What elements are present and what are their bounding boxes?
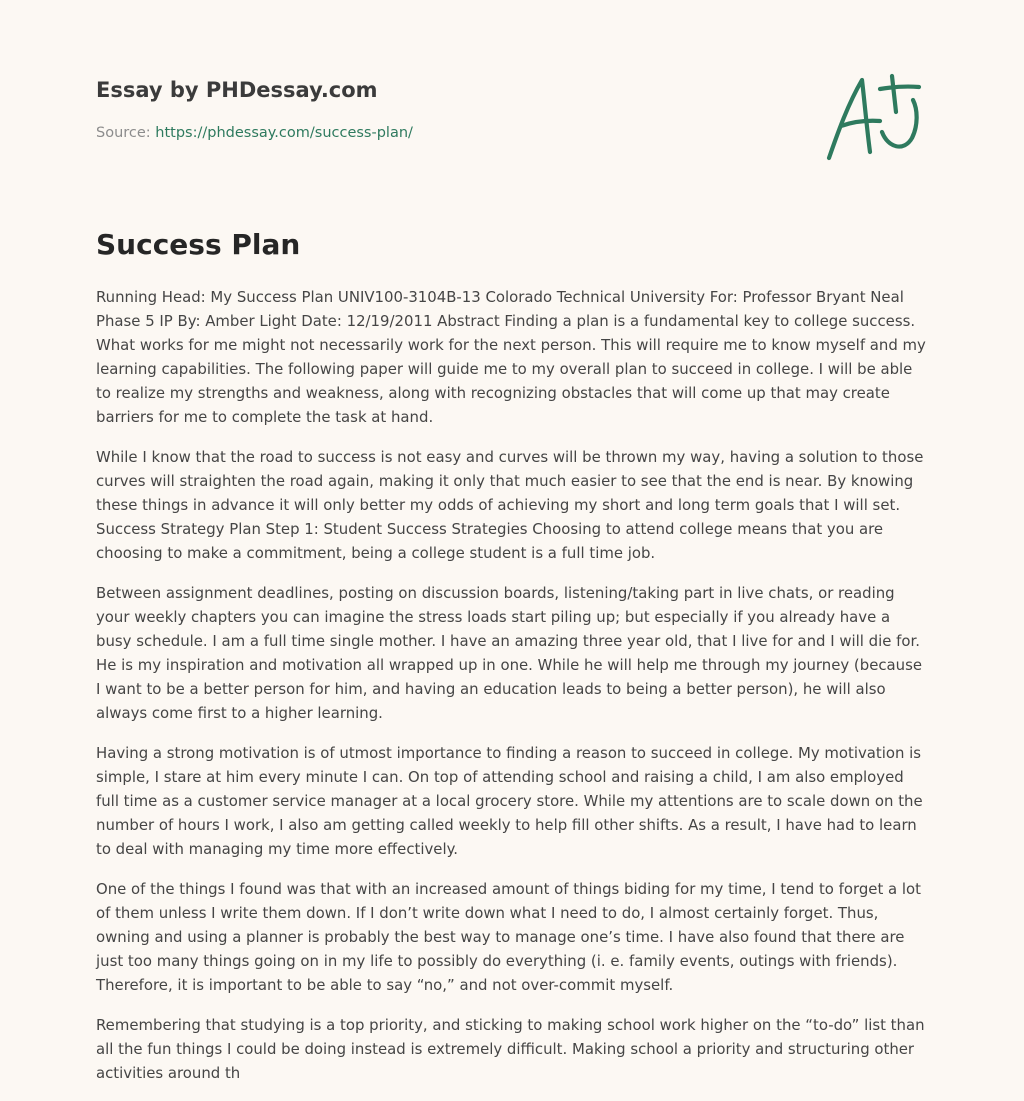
source-label: Source: — [96, 125, 156, 141]
source-line — [96, 123, 916, 143]
essay-paragraph: Running Head: My Success Plan UNIV100-3104B-13 Colorado Technical University For: Professor Bryant Neal Phase 5 IP By: Amber Light Date: 12/19/2011 Abstract Finding a plan is a fundamental key to college success. What works for me might not necessarily work for the next person. This will require me to know myself and my learning capabilities. The following paper will guide me to my overall plan to succeed in college. I will be able to realize my strengths and weakness, along with recognizing obstacles that will come up that may create barriers for me to complete the task at hand. — [96, 288, 926, 426]
page-header — [96, 76, 916, 143]
essay-title: Success Plan — [96, 228, 301, 261]
a-plus-icon — [818, 66, 930, 166]
source-link[interactable]: https://phdessay.com/success-plan/ — [155, 125, 413, 141]
site-brand: Essay by PHDessay.com — [96, 78, 378, 102]
essay-paragraph: While I know that the road to success is not easy and curves will be thrown my way, having a solution to those curves will straighten the road again, making it only that much easier to see that the end is near. By knowing these things in advance it will only better my odds of achieving my short and long term goals that I will set. Success Strategy Plan Step 1: Student Success Strategies Choosing to attend college means that you are choosing to make a commitment, being a college student is a full time job. — [96, 448, 924, 562]
essay-paragraph: One of the things I found was that with an increased amount of things biding for my time, I tend to forget a lot of them unless I write them down. If I don’t write down what I need to do, I almost certainly forget. Thus, owning and using a planner is probably the best way to manage one’s time. I have also found that there are just too many things going on in my life to possibly do everything (i. e. family events, outings with friends). Therefore, it is important to be able to say “no,” and not over-commit myself. — [96, 880, 921, 994]
essay-paragraph: Between assignment deadlines, posting on discussion boards, listening/taking part in live chats, or reading your weekly chapters you can imagine the stress loads start piling up; but especially if you already have a busy schedule. I am a full time single mother. I have an amazing three year old, that I live for and I will die for. He is my inspiration and motivation all wrapped up in one. While he will help me through my journey (because I want to be a better person for him, and having an education leads to being a better person), he will also always come first to a higher learning. — [96, 584, 923, 722]
essay-paragraph: Remembering that studying is a top priority, and sticking to making school work higher on the “to-do” list than all the fun things I could be doing instead is extremely difficult. Making school a priority and structuring other activities around th — [96, 1016, 925, 1082]
essay-body — [96, 285, 928, 1101]
essay-paragraph: Having a strong motivation is of utmost importance to finding a reason to succeed in college. My motivation is simple, I stare at him every minute I can. On top of attending school and raising a child, I am also employed full time as a customer service manager at a local grocery store. While my attentions are to scale down on the number of hours I work, I also am getting called weekly to help fill other shifts. As a result, I have had to learn to deal with managing my time more effectively. — [96, 744, 923, 858]
